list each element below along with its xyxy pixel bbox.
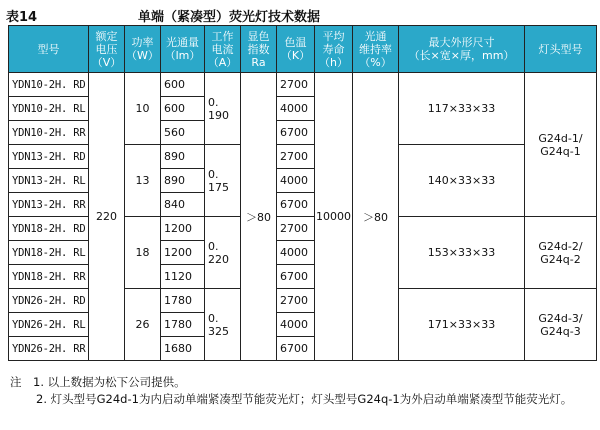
cell-cct: 4000: [277, 169, 315, 193]
cell-life: 10000: [315, 73, 353, 361]
cell-flux: 1200: [161, 241, 205, 265]
cell-model: YDN26-2H. RD: [9, 289, 89, 313]
cell-cct: 6700: [277, 193, 315, 217]
header-life: 平均 寿命 （h）: [315, 26, 353, 73]
cell-model: YDN10-2H. RL: [9, 97, 89, 121]
cell-power: 26: [125, 289, 161, 361]
note-2: 2. 灯头型号G24d-1为内启动单端紧凑型节能荧光灯；灯头型号G24q-1为外启动单端紧凑型节能荧光灯。: [36, 392, 573, 406]
header-maintenance: 光通 维持率 （%）: [353, 26, 399, 73]
spec-table: [8, 25, 597, 361]
cell-current: 0. 190: [205, 73, 241, 145]
cell-dimensions: 117×33×33: [399, 73, 525, 145]
cell-flux: 1780: [161, 313, 205, 337]
cell-flux: 1780: [161, 289, 205, 313]
cell-model: YDN13-2H. RL: [9, 169, 89, 193]
cell-model: YDN13-2H. RR: [9, 193, 89, 217]
header-cri: 显色 指数 Ra: [241, 26, 277, 73]
cell-base: G24d-2/ G24q-2: [525, 217, 597, 289]
table-caption: 表14: [6, 10, 38, 25]
table-notes: [10, 374, 594, 408]
cell-flux: 600: [161, 73, 205, 97]
cell-flux: 1120: [161, 265, 205, 289]
cell-model: YDN18-2H. RR: [9, 265, 89, 289]
cell-current: 0. 325: [205, 289, 241, 361]
cell-cct: 4000: [277, 241, 315, 265]
cell-current: 0. 175: [205, 145, 241, 217]
cell-cct: 6700: [277, 121, 315, 145]
note-1: 注 1. 以上数据为松下公司提供。: [10, 375, 186, 389]
cell-dimensions: 171×33×33: [399, 289, 525, 361]
cell-flux: 890: [161, 169, 205, 193]
cell-power: 10: [125, 73, 161, 145]
cell-cct: 4000: [277, 97, 315, 121]
cell-base: G24d-3/ G24q-3: [525, 289, 597, 361]
cell-flux: 560: [161, 121, 205, 145]
cell-model: YDN18-2H. RL: [9, 241, 89, 265]
header-dimensions: 最大外形尺寸 （长×宽×厚，mm）: [399, 26, 525, 73]
table-row: [9, 73, 597, 97]
cell-model: YDN13-2H. RD: [9, 145, 89, 169]
cell-dimensions: 140×33×33: [399, 145, 525, 217]
cell-base: G24d-1/ G24q-1: [525, 73, 597, 217]
cell-model: YDN10-2H. RR: [9, 121, 89, 145]
cell-model: YDN10-2H. RD: [9, 73, 89, 97]
cell-cct: 2700: [277, 145, 315, 169]
cell-cct: 6700: [277, 265, 315, 289]
cell-current: 0. 220: [205, 217, 241, 289]
cell-cct: 2700: [277, 289, 315, 313]
cell-maintenance: ＞80: [353, 73, 399, 361]
cell-flux: 890: [161, 145, 205, 169]
cell-flux: 600: [161, 97, 205, 121]
header-cct: 色温 （K）: [277, 26, 315, 73]
header-flux: 光通量 （lm）: [161, 26, 205, 73]
header-voltage: 额定 电压 （V）: [89, 26, 125, 73]
header-model: 型号: [9, 26, 89, 73]
cell-power: 18: [125, 217, 161, 289]
table-title: 单端（紧凑型）荧光灯技术数据: [138, 10, 321, 25]
cell-flux: 1200: [161, 217, 205, 241]
cell-cct: 6700: [277, 337, 315, 361]
cell-cri: ＞80: [241, 73, 277, 361]
header-current: 工作 电流 （A）: [205, 26, 241, 73]
cell-cct: 2700: [277, 217, 315, 241]
cell-dimensions: 153×33×33: [399, 217, 525, 289]
cell-flux: 1680: [161, 337, 205, 361]
cell-model: YDN26-2H. RR: [9, 337, 89, 361]
cell-voltage: 220: [89, 73, 125, 361]
header-row: [9, 26, 597, 73]
cell-cct: 2700: [277, 73, 315, 97]
header-base: 灯头型号: [525, 26, 597, 73]
cell-cct: 4000: [277, 313, 315, 337]
cell-model: YDN18-2H. RD: [9, 217, 89, 241]
cell-model: YDN26-2H. RL: [9, 313, 89, 337]
header-power: 功率 （W）: [125, 26, 161, 73]
cell-power: 13: [125, 145, 161, 217]
cell-flux: 840: [161, 193, 205, 217]
